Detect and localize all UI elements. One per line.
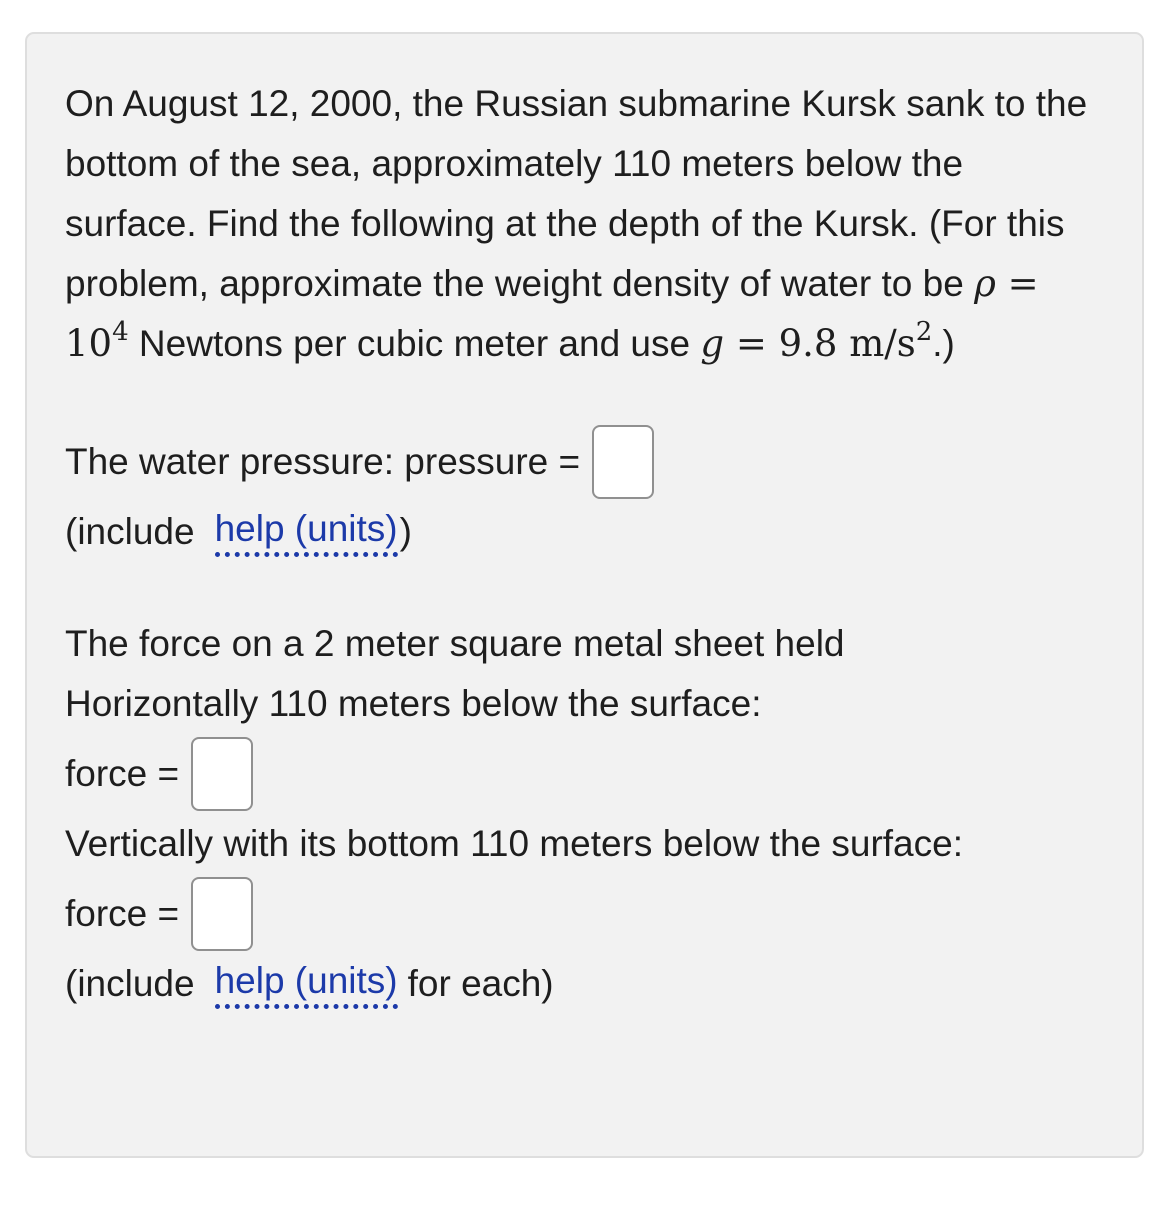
rho-symbol: ρ xyxy=(974,262,996,305)
pressure-row xyxy=(65,422,1104,502)
vertical-force-label: force = xyxy=(65,893,180,934)
horizontal-force-row xyxy=(65,734,1104,814)
vertical-intro-row xyxy=(65,814,1104,874)
spacer xyxy=(65,378,1104,422)
force-units-help-row xyxy=(65,954,1104,1014)
pressure-answer-input[interactable] xyxy=(592,425,654,499)
after-rho-text: Newtons per cubic meter and use xyxy=(138,323,691,364)
g-equation xyxy=(700,317,933,365)
rho-exponent: 4 xyxy=(112,317,129,347)
problem-card xyxy=(25,32,1144,1158)
horizontal-force-input[interactable] xyxy=(191,737,253,811)
problem-statement xyxy=(65,74,1104,378)
pressure-units-help-row xyxy=(65,502,1104,562)
g-symbol: g xyxy=(700,322,725,365)
rho-value: = 10 xyxy=(65,262,1039,365)
problem-intro-text: On August 12, 2000, the Russian submarine Kursk sank to the bottom of the sea, approximately 110 meters below the surface. Find the following at the depth of the Kursk. (For this problem, approximate the weight density of water to be xyxy=(65,83,1088,304)
include-prefix: (include xyxy=(65,511,195,552)
vertical-force-row xyxy=(65,874,1104,954)
spacer xyxy=(65,562,1104,614)
horizontal-force-label: force = xyxy=(65,753,180,794)
vertical-force-input[interactable] xyxy=(191,877,253,951)
force-intro: The force on a 2 meter square metal sheet held Horizontally 110 meters below the surface: xyxy=(65,623,845,724)
vertical-force-intro: Vertically with its bottom 110 meters below the surface: xyxy=(65,823,963,864)
pressure-label: The water pressure: pressure = xyxy=(65,441,581,482)
include-prefix: (include xyxy=(65,963,195,1004)
include-suffix: ) xyxy=(399,511,412,552)
units-help-link[interactable]: help (units) xyxy=(215,508,398,557)
g-exponent: 2 xyxy=(915,317,933,347)
g-value: = 9.8 m/s xyxy=(735,322,916,365)
include-suffix: for each) xyxy=(407,963,554,1004)
g-close: .) xyxy=(932,323,955,364)
units-help-link[interactable]: help (units) xyxy=(215,960,398,1009)
